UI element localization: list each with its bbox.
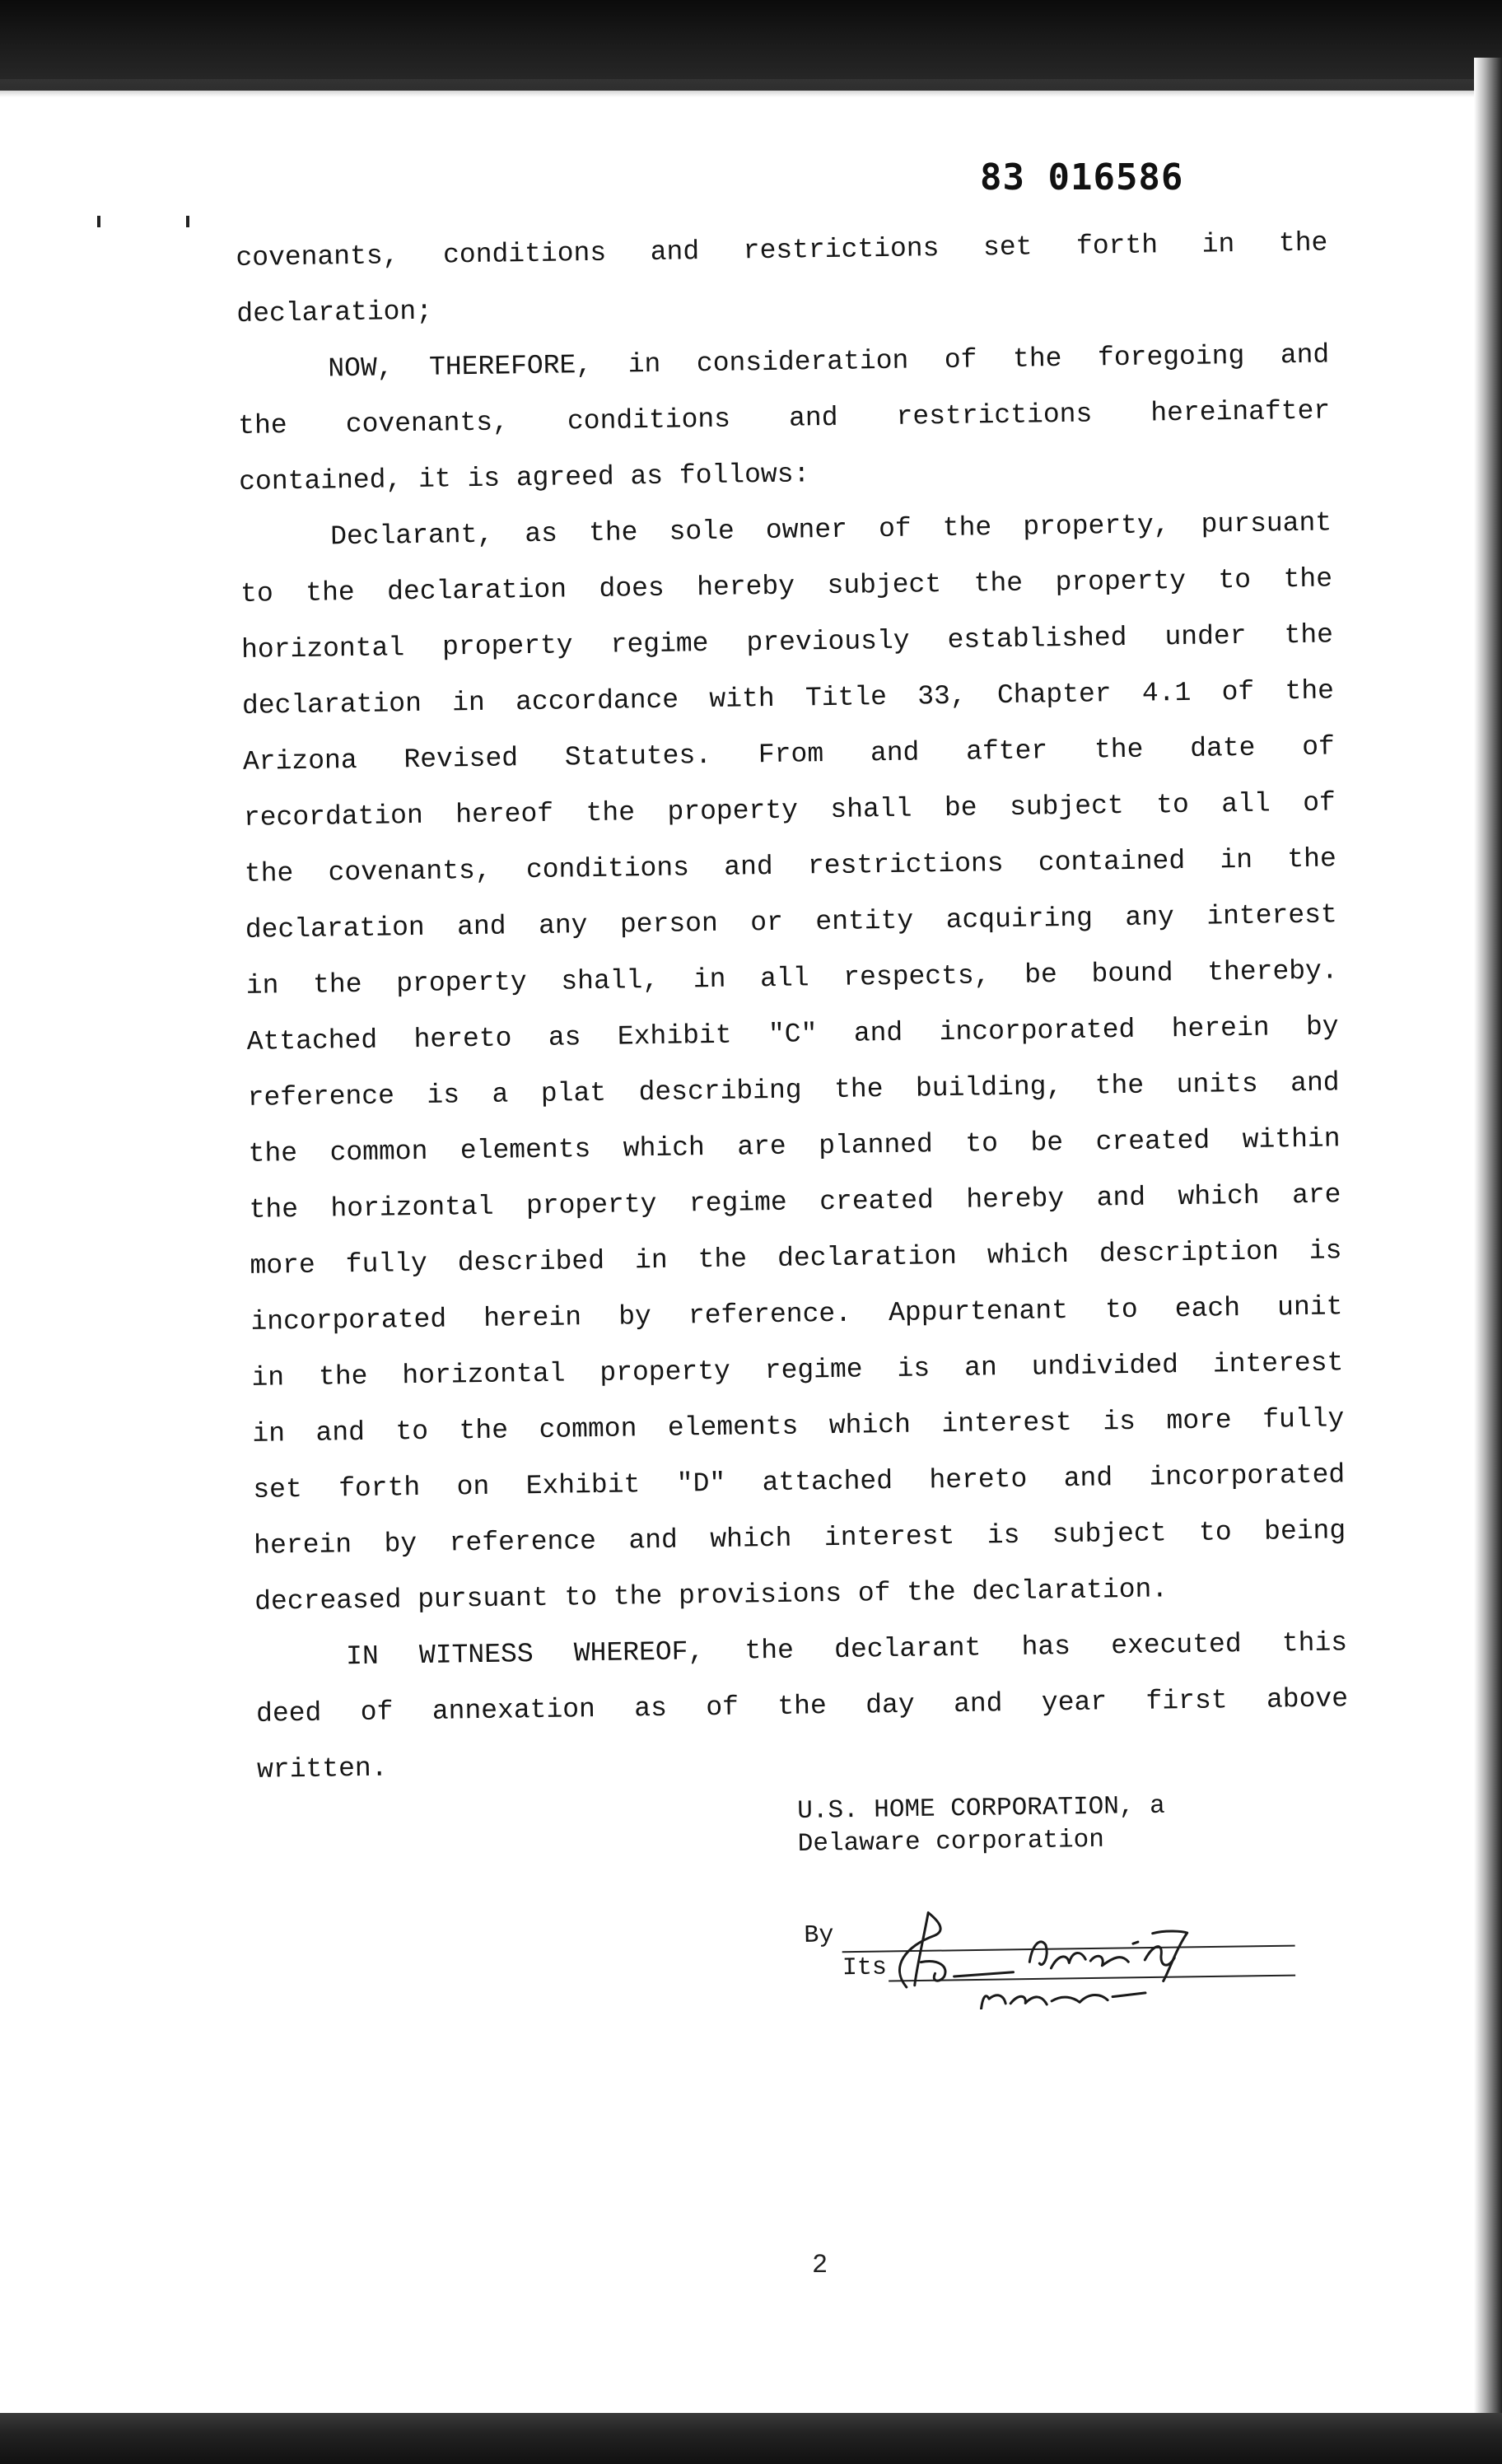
text-line: set forth on Exhibit "D" attached hereto and incorporated — [253, 1459, 1346, 1505]
punch-mark — [97, 216, 100, 227]
corporation-name: U.S. HOME CORPORATION, a — [797, 1791, 1165, 1826]
text-line: written. — [256, 1752, 388, 1785]
text-line: declaration in accordance with Title 33, Chapter 4.1 of the — [241, 675, 1335, 721]
text-line: covenants, conditions and restrictions set forth in the — [236, 227, 1328, 273]
text-line: NOW, THEREFORE, in consideration of the foregoing and — [328, 339, 1330, 385]
text-line: declaration and any person or entity acquiring any interest — [245, 899, 1337, 945]
text-line: Attached hereto as Exhibit "C" and incorporated herein by — [246, 1011, 1339, 1057]
text-line: the covenants, conditions and restrictions hereinafter — [238, 395, 1331, 441]
text-line: the common elements which are planned to be created within — [248, 1123, 1341, 1169]
handwritten-signature — [856, 1886, 1235, 2009]
text-line: to the declaration does hereby subject the property to the — [240, 563, 1333, 609]
text-line: the covenants, conditions and restrictions contained in the — [244, 843, 1337, 889]
text-line: in the horizontal property regime is an undivided interest — [251, 1347, 1344, 1393]
text-line: IN WITNESS WHEREOF, the declarant has executed this — [345, 1627, 1348, 1673]
page-number: 2 — [812, 2250, 828, 2280]
text-line: contained, it is agreed as follows: — [239, 459, 810, 497]
text-line: more fully described in the declaration which description is — [250, 1235, 1342, 1281]
text-line: decreased pursuant to the provisions of the declaration. — [254, 1574, 1168, 1617]
text-line: recordation hereof the property shall be subject to all of — [243, 787, 1336, 833]
punch-mark — [186, 216, 189, 227]
text-line: horizontal property regime previously established under the — [240, 619, 1334, 665]
document-body — [236, 215, 1349, 1798]
text-line: herein by reference and which interest is subject to being — [254, 1515, 1346, 1561]
text-line: in the property shall, in all respects, be bound thereby. — [245, 955, 1338, 1001]
by-label: By — [804, 1921, 834, 1950]
corporation-type: Delaware corporation — [797, 1825, 1105, 1859]
document-number: 83 016586 — [980, 156, 1184, 198]
text-line: Arizona Revised Statutes. From and after the date of — [242, 731, 1336, 777]
text-line: in and to the common elements which interest is more fully — [252, 1403, 1345, 1449]
text-line: declaration; — [236, 296, 433, 329]
text-line: reference is a plat describing the building, the units and — [247, 1067, 1340, 1113]
text-line: the horizontal property regime created hereby and which are — [249, 1179, 1341, 1225]
text-line: deed of annexation as of the day and year first above — [255, 1683, 1349, 1729]
its-label: Its — [842, 1953, 888, 1983]
text-line: Declarant, as the sole owner of the property, pursuant — [329, 507, 1332, 553]
text-line: incorporated herein by reference. Appurtenant to each unit — [250, 1291, 1343, 1337]
